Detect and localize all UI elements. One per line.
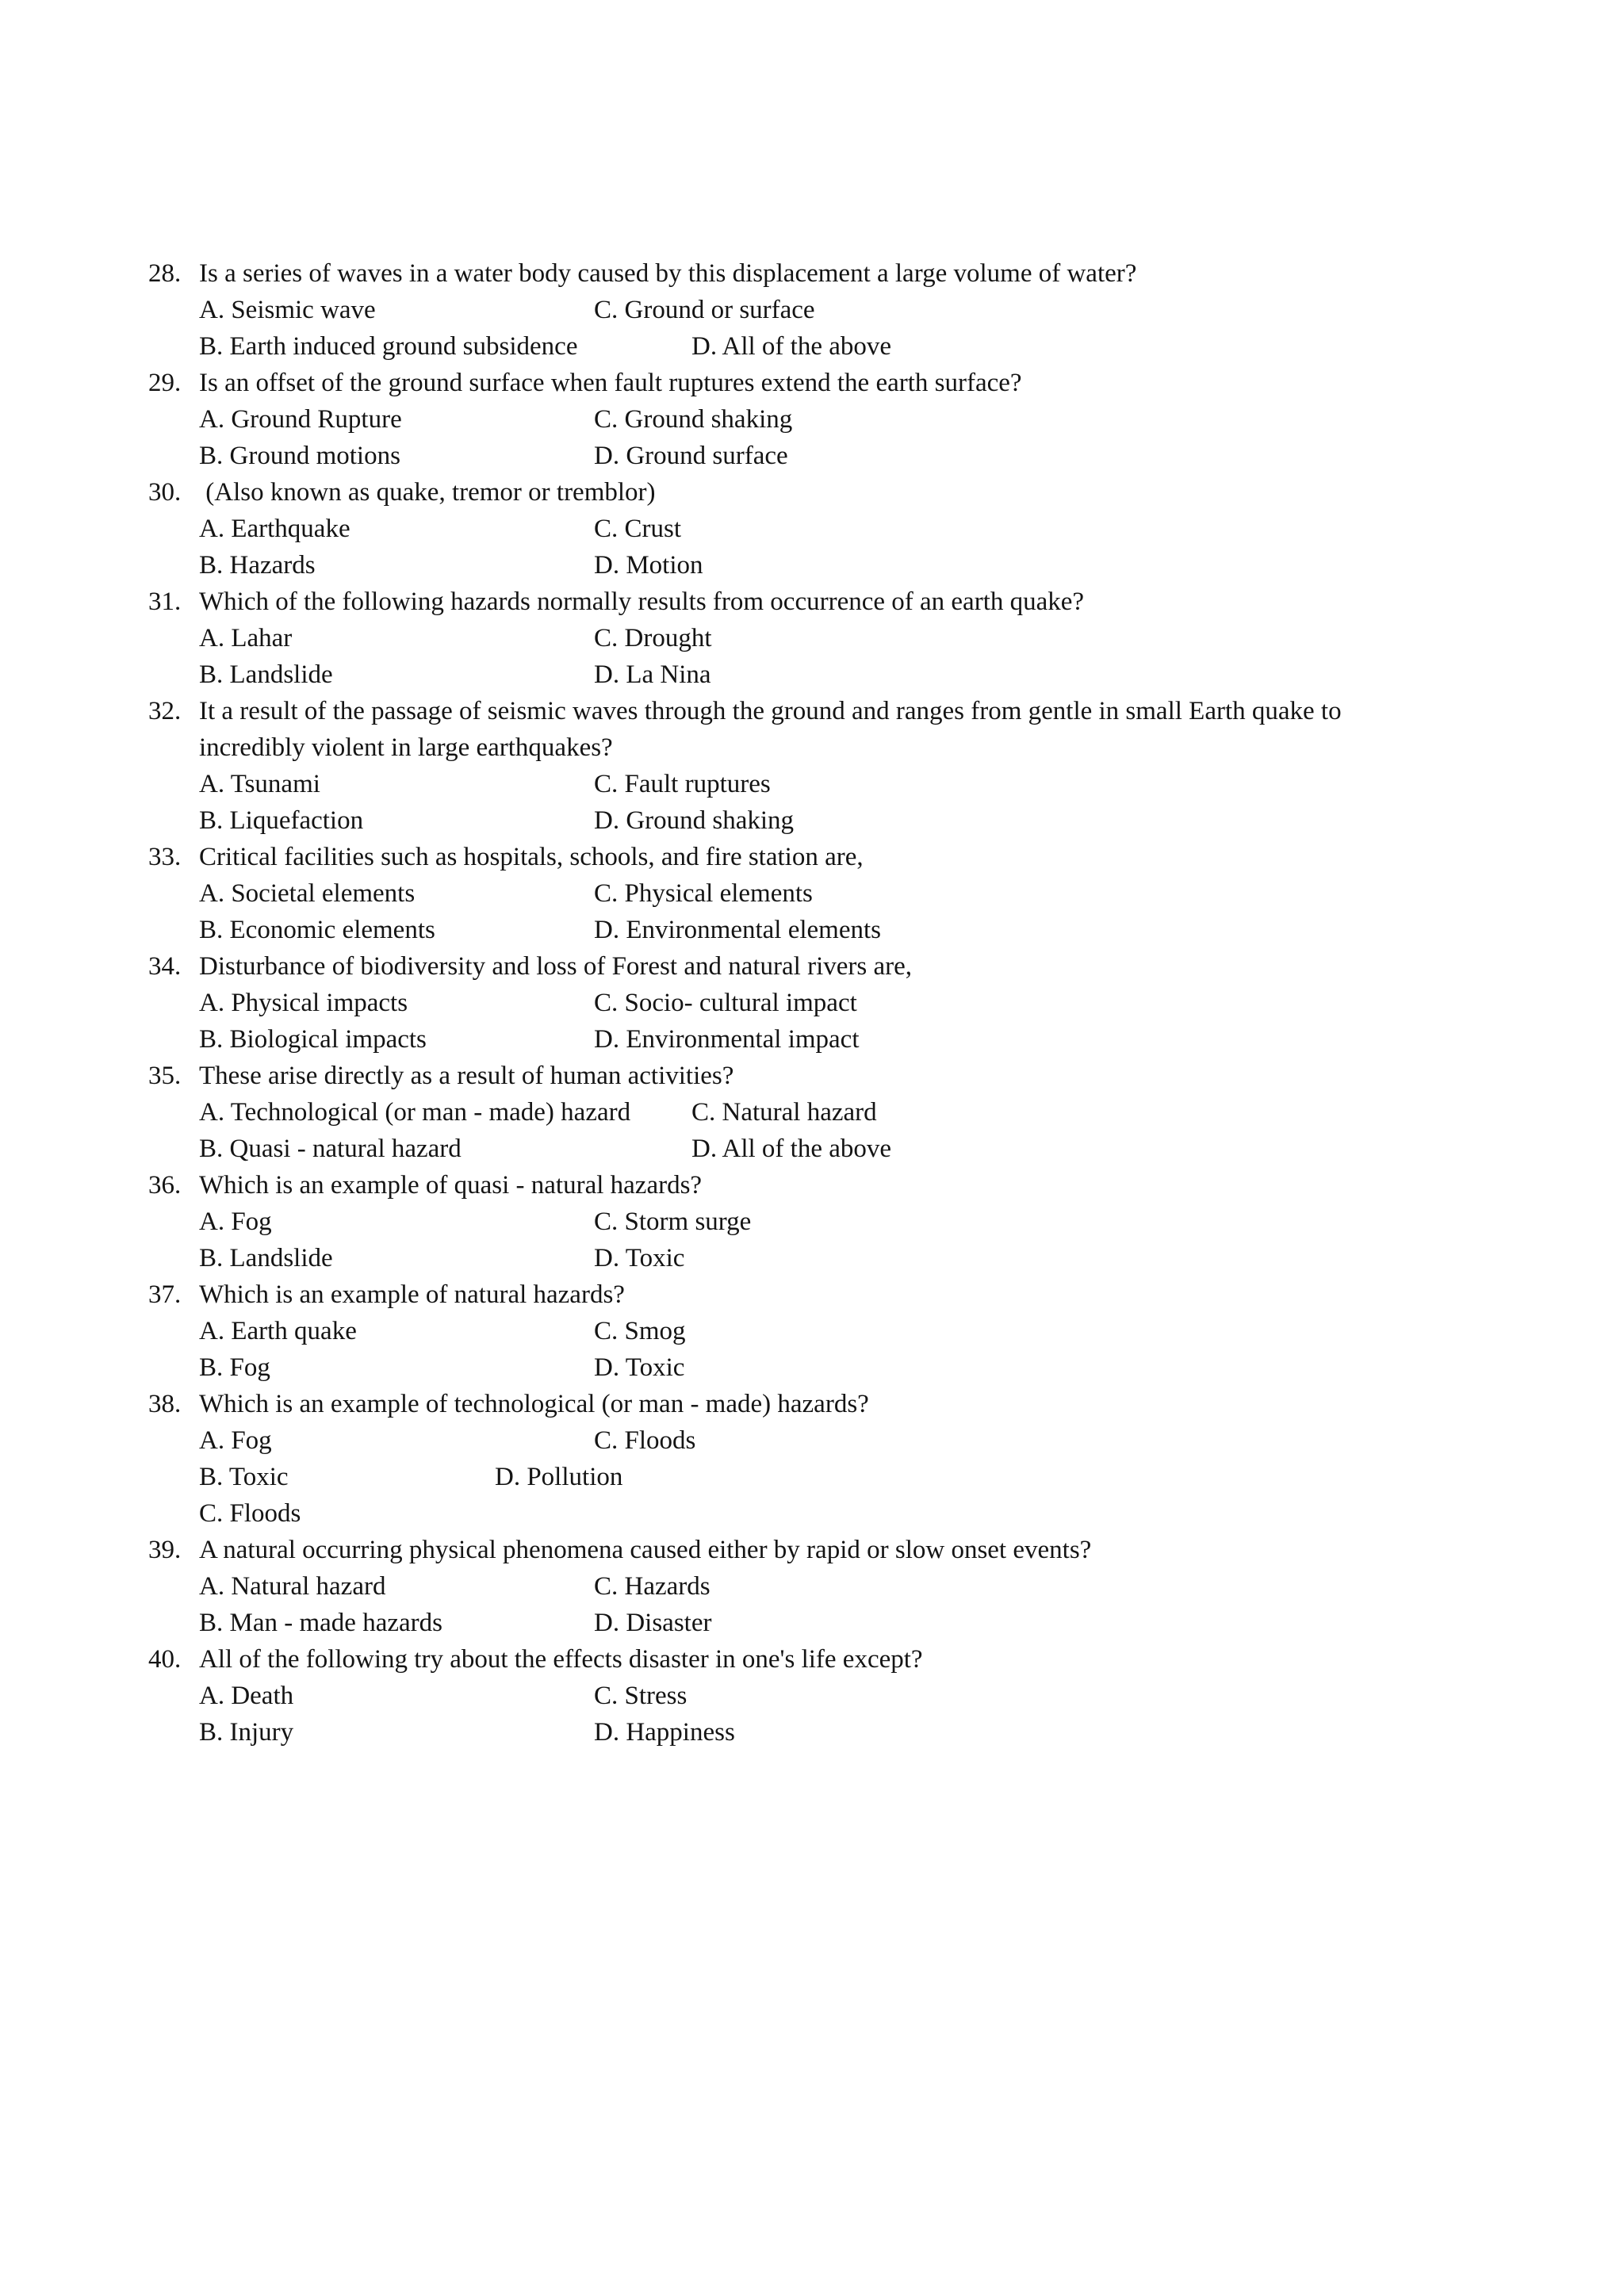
- option-a: A. Death: [199, 1682, 294, 1710]
- option-row: [0, 985, 1624, 1021]
- question-number: 28.: [148, 259, 182, 288]
- question-number: 33.: [148, 843, 182, 871]
- option-b: B. Landslide: [199, 660, 333, 689]
- option-a: A. Ground Rupture: [199, 405, 402, 434]
- question-text: incredibly violent in large earthquakes?: [199, 733, 613, 762]
- option-row: [0, 766, 1624, 802]
- option-row: [0, 1131, 1624, 1167]
- option-c: C. Physical elements: [594, 879, 813, 908]
- question-text: Which is an example of technological (or man - made) hazards?: [199, 1390, 869, 1418]
- question-32: [0, 693, 1624, 729]
- question-text: All of the following try about the effects disaster in one's life except?: [199, 1645, 923, 1674]
- option-row: [0, 1021, 1624, 1058]
- option-row: [0, 875, 1624, 912]
- option-row: [0, 1240, 1624, 1276]
- question-text: (Also known as quake, tremor or tremblor): [199, 478, 656, 507]
- question-number: 38.: [148, 1390, 182, 1418]
- question-38: [0, 1386, 1624, 1422]
- option-d: D. All of the above: [691, 332, 892, 361]
- question-40: [0, 1641, 1624, 1678]
- option-a: A. Earthquake: [199, 515, 350, 543]
- option-row: [0, 1605, 1624, 1641]
- option-b: B. Biological impacts: [199, 1025, 427, 1054]
- question-text: Which of the following hazards normally results from occurrence of an earth quake?: [199, 587, 1085, 616]
- question-36: [0, 1167, 1624, 1203]
- option-b: B. Man - made hazards: [199, 1609, 442, 1637]
- option-row: [0, 1495, 1624, 1532]
- option-row: [0, 1313, 1624, 1349]
- option-b: B. Economic elements: [199, 916, 435, 944]
- question-text: Disturbance of biodiversity and loss of Forest and natural rivers are,: [199, 952, 913, 981]
- option-b: B. Injury: [199, 1718, 294, 1747]
- question-text: These arise directly as a result of human activities?: [199, 1062, 734, 1090]
- option-row: [0, 1459, 1624, 1495]
- question-34: [0, 948, 1624, 985]
- option-row: [0, 912, 1624, 948]
- option-a: A. Fog: [199, 1207, 272, 1236]
- option-a: A. Lahar: [199, 624, 293, 652]
- option-a: A. Earth quake: [199, 1317, 357, 1345]
- option-c: C. Natural hazard: [691, 1098, 877, 1127]
- option-d: D. Environmental elements: [594, 916, 881, 944]
- option-b: B. Landslide: [199, 1244, 333, 1272]
- option-c: C. Ground or surface: [594, 296, 815, 324]
- option-b: B. Ground motions: [199, 442, 400, 470]
- question-text: Is an offset of the ground surface when fault ruptures extend the earth surface?: [199, 369, 1022, 397]
- question-number: 40.: [148, 1645, 182, 1674]
- question-text: A natural occurring physical phenomena caused either by rapid or slow onset events?: [199, 1536, 1092, 1564]
- question-number: 29.: [148, 369, 182, 397]
- option-row: [0, 620, 1624, 656]
- option-d: D. Ground surface: [594, 442, 788, 470]
- option-a: A. Fog: [199, 1426, 272, 1455]
- option-d: D. Motion: [594, 551, 703, 580]
- question-31: [0, 584, 1624, 620]
- question-number: 31.: [148, 587, 182, 616]
- option-b: B. Toxic: [199, 1463, 289, 1491]
- option-extra: C. Floods: [199, 1499, 301, 1528]
- question-35: [0, 1058, 1624, 1094]
- question-28: [0, 255, 1624, 292]
- option-row: [0, 547, 1624, 584]
- question-text: Critical facilities such as hospitals, schools, and fire station are,: [199, 843, 864, 871]
- option-b: B. Quasi - natural hazard: [199, 1135, 462, 1163]
- option-row: [0, 1568, 1624, 1605]
- option-d: D. Disaster: [594, 1609, 712, 1637]
- question-text: Which is an example of quasi - natural hazards?: [199, 1171, 703, 1200]
- option-c: C. Drought: [594, 624, 712, 652]
- option-d: D. Toxic: [594, 1353, 685, 1382]
- option-c: C. Stress: [594, 1682, 688, 1710]
- option-row: [0, 656, 1624, 693]
- option-c: C. Smog: [594, 1317, 686, 1345]
- option-a: A. Societal elements: [199, 879, 416, 908]
- option-c: C. Hazards: [594, 1572, 710, 1601]
- option-row: [0, 1349, 1624, 1386]
- question-29: [0, 365, 1624, 401]
- option-a: A. Natural hazard: [199, 1572, 386, 1601]
- option-d: D. Ground shaking: [594, 806, 795, 835]
- option-b: B. Liquefaction: [199, 806, 364, 835]
- quiz-page: [0, 255, 1624, 1751]
- question-text-continued: [0, 729, 1624, 766]
- option-row: [0, 438, 1624, 474]
- option-row: [0, 1203, 1624, 1240]
- option-d: D. Happiness: [594, 1718, 735, 1747]
- question-text: Is a series of waves in a water body caused by this displacement a large volume of water?: [199, 259, 1137, 288]
- question-30: [0, 474, 1624, 511]
- option-row: [0, 328, 1624, 365]
- option-row: [0, 511, 1624, 547]
- option-b: B. Hazards: [199, 551, 316, 580]
- question-text: Which is an example of natural hazards?: [199, 1280, 625, 1309]
- question-number: 30.: [148, 478, 182, 507]
- option-c: C. Ground shaking: [594, 405, 793, 434]
- option-row: [0, 1678, 1624, 1714]
- option-d: D. Toxic: [594, 1244, 685, 1272]
- question-text: It a result of the passage of seismic waves through the ground and ranges from gentle in small Earth quake to: [199, 697, 1342, 725]
- option-row: [0, 1422, 1624, 1459]
- option-a: A. Physical impacts: [199, 989, 408, 1017]
- option-row: [0, 802, 1624, 839]
- option-row: [0, 1094, 1624, 1131]
- question-number: 37.: [148, 1280, 182, 1309]
- option-d: D. Environmental impact: [594, 1025, 860, 1054]
- question-37: [0, 1276, 1624, 1313]
- question-number: 36.: [148, 1171, 182, 1200]
- question-number: 32.: [148, 697, 182, 725]
- option-c: C. Floods: [594, 1426, 696, 1455]
- option-a: A. Tsunami: [199, 770, 320, 798]
- option-row: [0, 292, 1624, 328]
- option-c: C. Fault ruptures: [594, 770, 771, 798]
- question-number: 34.: [148, 952, 182, 981]
- question-number: 35.: [148, 1062, 182, 1090]
- option-row: [0, 1714, 1624, 1751]
- option-b: B. Fog: [199, 1353, 270, 1382]
- option-a: A. Technological (or man - made) hazard: [199, 1098, 631, 1127]
- option-c: C. Storm surge: [594, 1207, 752, 1236]
- option-b: B. Earth induced ground subsidence: [199, 332, 578, 361]
- option-d: D. All of the above: [691, 1135, 892, 1163]
- option-d: D. Pollution: [495, 1463, 623, 1491]
- question-39: [0, 1532, 1624, 1568]
- option-c: C. Socio- cultural impact: [594, 989, 857, 1017]
- option-c: C. Crust: [594, 515, 682, 543]
- option-a: A. Seismic wave: [199, 296, 376, 324]
- question-33: [0, 839, 1624, 875]
- option-d: D. La Nina: [594, 660, 711, 689]
- option-row: [0, 401, 1624, 438]
- question-number: 39.: [148, 1536, 182, 1564]
